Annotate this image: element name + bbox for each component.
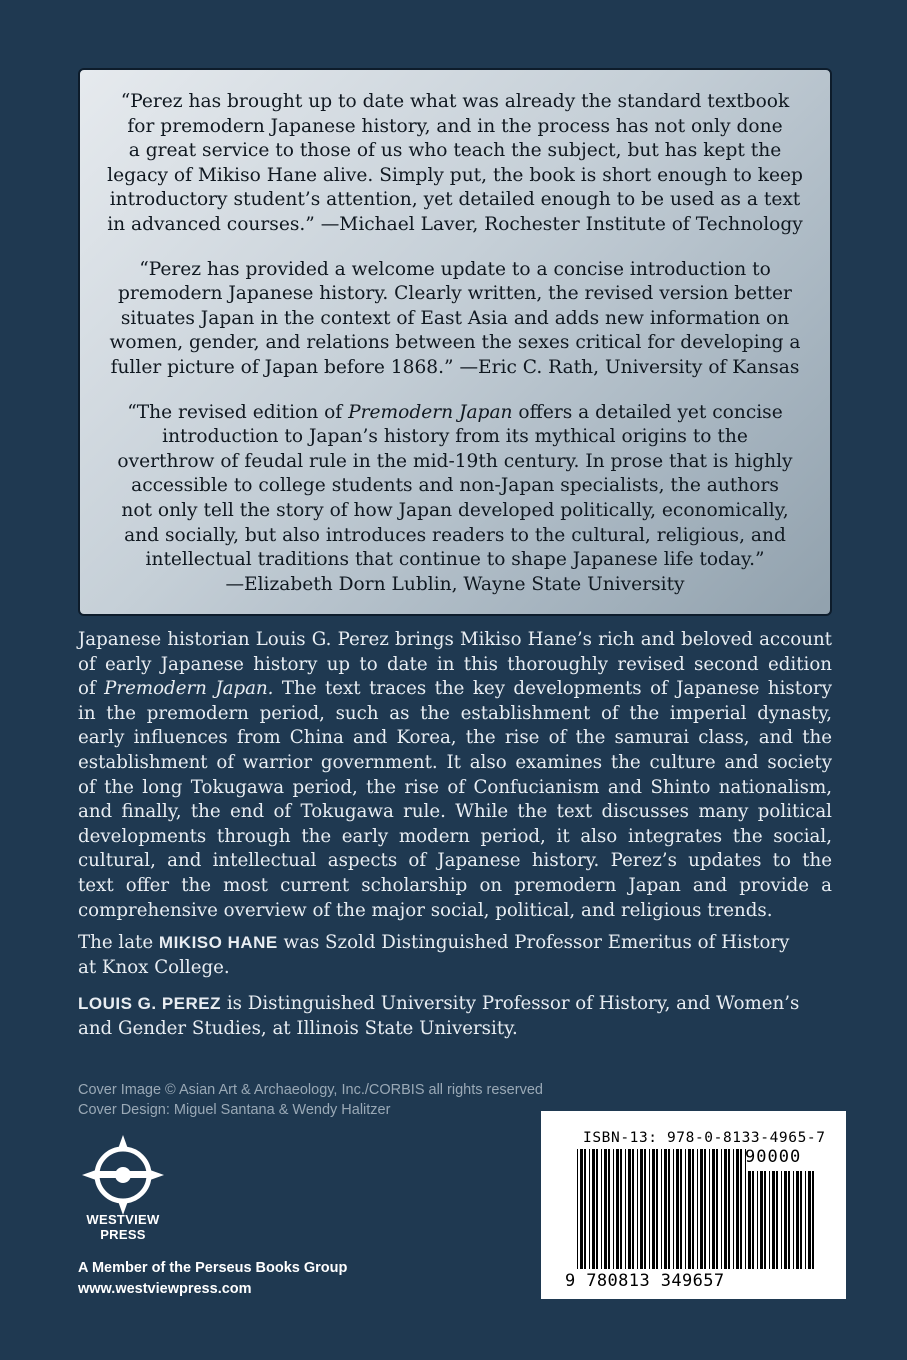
quote-line: premodern Japanese history. Clearly written, the revised version better xyxy=(118,283,792,305)
barcode-bar xyxy=(652,1149,655,1269)
westview-press-wordmark xyxy=(78,1212,168,1242)
isbn-number: ISBN-13: 978-0-8133-4965-7 xyxy=(583,1130,826,1146)
book-description xyxy=(78,628,832,1042)
barcode-bar xyxy=(736,1149,739,1269)
quote-line xyxy=(92,401,818,426)
quote-line: —Elizabeth Dorn Lublin, Wayne State University xyxy=(225,573,685,595)
quote-line: situates Japan in the context of East Asia and adds new information on xyxy=(120,307,790,329)
barcode-bar xyxy=(688,1149,691,1269)
barcode-bar xyxy=(776,1171,778,1269)
barcode-bar xyxy=(685,1149,686,1269)
barcode-bar xyxy=(620,1149,622,1269)
author-name: LOUIS G. PEREZ xyxy=(78,994,222,1014)
barcode-bar xyxy=(784,1171,787,1269)
barcode-bar xyxy=(724,1149,727,1269)
barcode-bar xyxy=(577,1149,578,1269)
barcode-bar xyxy=(812,1171,814,1269)
barcode-bar xyxy=(589,1149,590,1269)
barcode-bar xyxy=(788,1171,790,1269)
quote-line: and socially, but also introduces readers to the cultural, religious, and xyxy=(124,524,786,546)
barcode-bar xyxy=(644,1149,646,1269)
barcode-bar xyxy=(608,1149,610,1269)
bio-line: at Knox College. xyxy=(78,956,230,978)
barcode-bar xyxy=(760,1171,763,1269)
barcode-bar xyxy=(752,1171,754,1269)
quote-line: a great service to those of us who teach the subject, but has kept the xyxy=(128,140,782,162)
barcode-bar xyxy=(661,1149,662,1269)
description-line: and finally, the end of Tokugawa rule. While the text discusses many political xyxy=(78,801,832,823)
barcode-bar xyxy=(808,1171,811,1269)
quote-line: for premodern Japanese history, and in the process has not only done xyxy=(127,115,783,137)
praise-quotes-box xyxy=(78,68,832,616)
barcode-bar xyxy=(769,1171,770,1269)
barcode-bar xyxy=(649,1149,650,1269)
description-line: cultural, and intellectual aspects of Japanese history. Perez’s updates to the xyxy=(78,850,832,872)
description-line: text offer the most current scholarship on premodern Japan and provide a xyxy=(78,874,832,896)
barcode-bar xyxy=(580,1149,583,1269)
quote-line: accessible to college students and non-Japan specialists, the authors xyxy=(131,475,779,497)
logo-line: WESTVIEW xyxy=(86,1212,160,1227)
barcode-bar xyxy=(625,1149,626,1269)
description-line xyxy=(78,677,832,702)
barcode-bar xyxy=(733,1149,734,1269)
quote-line: women, gender, and relations between the sexes critical for developing a xyxy=(109,332,801,354)
publisher-member-line: A Member of the Perseus Books Group xyxy=(78,1260,348,1276)
description-text: of xyxy=(78,678,105,700)
barcode-bar xyxy=(632,1149,634,1269)
description-line: in the premodern period, such as the establishment of the imperial dynasty, xyxy=(78,702,832,724)
barcode-bar xyxy=(613,1149,614,1269)
barcode-bar xyxy=(692,1149,694,1269)
bio-line: and Gender Studies, at Illinois State University. xyxy=(78,1017,518,1039)
barcode-bar xyxy=(745,1171,746,1269)
barcode-bar xyxy=(781,1171,782,1269)
bio-text: is Distinguished University Professor of History, and Women’s xyxy=(221,993,800,1015)
isbn-barcode-panel xyxy=(541,1111,846,1299)
barcode-bar xyxy=(728,1149,730,1269)
barcode-bar xyxy=(673,1149,674,1269)
bio-text: The late xyxy=(78,932,159,954)
description-line: establishment of warrior government. It also examines the culture and society xyxy=(78,751,832,773)
barcode-bar xyxy=(697,1149,698,1269)
barcode-bar xyxy=(700,1149,703,1269)
barcode-bar xyxy=(584,1149,586,1269)
quote-line: overthrow of feudal rule in the mid-19th century. In prose that is highly xyxy=(117,450,793,472)
bio-line xyxy=(78,931,832,956)
quote-rath xyxy=(92,258,818,381)
cover-design-credit: Cover Design: Miguel Santana & Wendy Halitzer xyxy=(78,1102,391,1118)
quote-lublin xyxy=(92,401,818,598)
barcode-bar xyxy=(596,1149,598,1269)
cover-image-credit: Cover Image © Asian Art & Archaeology, Inc./CORBIS all rights reserved xyxy=(78,1082,543,1098)
description-line: early influences from China and Korea, the rise of the samurai class, and the xyxy=(78,727,832,749)
barcode-bar xyxy=(721,1149,722,1269)
barcode-bar xyxy=(628,1149,631,1269)
quote-line: “Perez has provided a welcome update to a concise introduction to xyxy=(139,258,771,280)
quote-line: not only tell the story of how Japan developed politically, economically, xyxy=(121,499,789,521)
barcode-bar xyxy=(656,1149,658,1269)
barcode-bar xyxy=(748,1171,751,1269)
quote-line: fuller picture of Japan before 1868.” —Eric C. Rath, University of Kansas xyxy=(110,356,800,378)
barcode-bar xyxy=(712,1149,715,1269)
barcode-bar xyxy=(800,1171,802,1269)
barcode-bar xyxy=(805,1171,806,1269)
quote-text: “The revised edition of xyxy=(127,401,349,423)
barcode-bar xyxy=(680,1149,682,1269)
author-name: MIKISO HANE xyxy=(158,933,278,953)
book-title: Premodern Japan xyxy=(348,401,513,423)
description-line: Japanese historian Louis G. Perez brings Mikiso Hane’s rich and beloved account xyxy=(78,629,832,650)
price-code: 90000 xyxy=(745,1147,802,1167)
barcode-bar xyxy=(796,1171,799,1269)
publisher-url: www.westviewpress.com xyxy=(78,1281,252,1297)
publisher-info xyxy=(78,1258,347,1300)
barcode-bar xyxy=(740,1149,742,1269)
barcode-bar xyxy=(592,1149,595,1269)
quote-line: intellectual traditions that continue to shape Japanese life today.” xyxy=(145,549,765,571)
description-text: The text traces the key developments of Japanese history xyxy=(273,678,832,700)
quote-text: offers a detailed yet concise xyxy=(512,401,783,423)
description-line: developments through the early modern period, it also integrates the social, xyxy=(78,825,832,847)
ean-digits: 9 780813 349657 xyxy=(565,1271,725,1291)
barcode-bar xyxy=(637,1149,638,1269)
cover-credits xyxy=(78,1080,543,1120)
quote-laver xyxy=(92,90,818,238)
barcode-bar xyxy=(772,1171,775,1269)
barcode-bar xyxy=(604,1149,607,1269)
description-line: of the long Tokugawa period, the rise of Confucianism and Shinto nationalism, xyxy=(78,776,832,798)
quote-line: introduction to Japan’s history from its mythical origins to the xyxy=(162,426,748,448)
quote-line: legacy of Mikiso Hane alive. Simply put, the book is short enough to keep xyxy=(107,164,803,186)
book-title: Premodern Japan. xyxy=(104,678,274,700)
barcode-bar xyxy=(601,1149,602,1269)
quote-line: in advanced courses.” —Michael Laver, Rochester Institute of Technology xyxy=(107,213,803,235)
barcode-bar xyxy=(709,1149,710,1269)
quote-line: introductory student’s attention, yet detailed enough to be used as a text xyxy=(109,189,801,211)
description-line: comprehensive overview of the major social, political, and religious trends. xyxy=(78,899,773,921)
author-bio-hane xyxy=(78,931,832,980)
author-bio-perez xyxy=(78,992,832,1041)
quote-line: “Perez has brought up to date what was already the standard textbook xyxy=(120,91,790,112)
barcode-bar xyxy=(757,1171,758,1269)
barcode-bar xyxy=(640,1149,643,1269)
bio-text: was Szold Distinguished Professor Emeritus of History xyxy=(277,932,790,954)
barcode-bar xyxy=(793,1171,794,1269)
bio-line xyxy=(78,992,832,1017)
barcode-bar xyxy=(676,1149,679,1269)
barcode-bar xyxy=(668,1149,670,1269)
barcode-bar xyxy=(616,1149,619,1269)
logo-line: PRESS xyxy=(100,1227,146,1242)
barcode-bar xyxy=(704,1149,706,1269)
description-line: of early Japanese history up to date in this thoroughly revised second edition xyxy=(78,653,832,675)
barcode-bar xyxy=(664,1149,667,1269)
barcode-bar xyxy=(764,1171,766,1269)
barcode-bar xyxy=(716,1149,718,1269)
